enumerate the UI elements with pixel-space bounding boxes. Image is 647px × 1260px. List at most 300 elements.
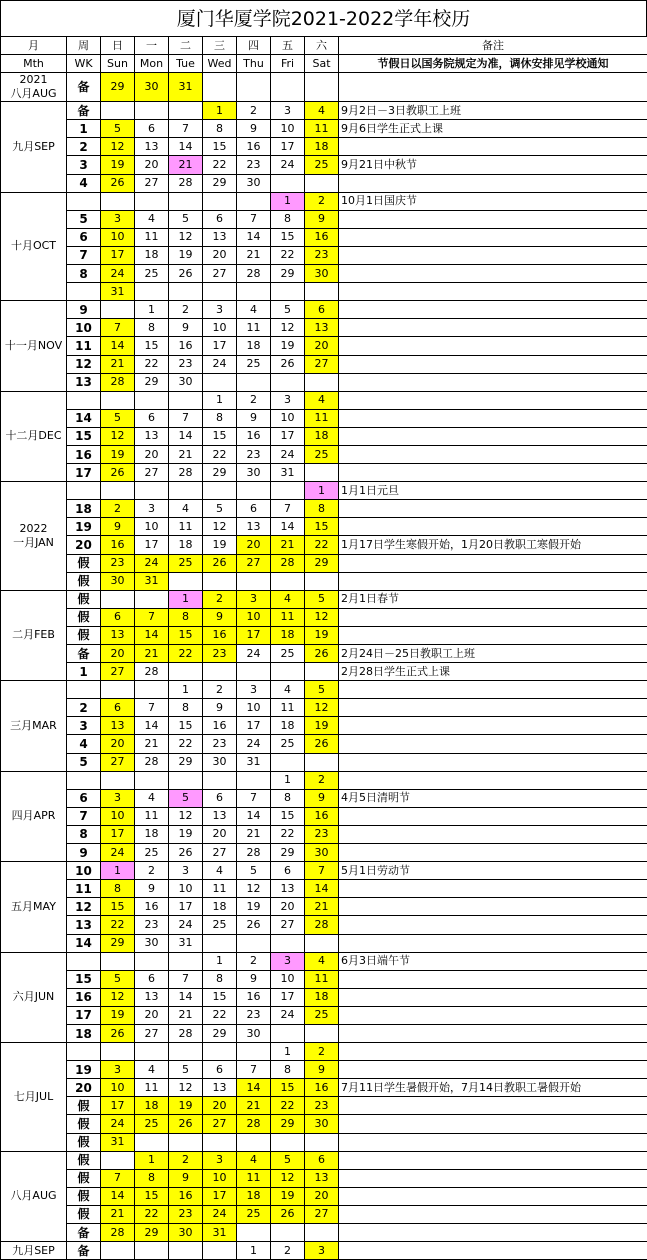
day-cell [101, 1242, 135, 1260]
day-cell: 17 [101, 246, 135, 264]
day-cell: 30 [305, 844, 339, 862]
day-cell: 5 [169, 210, 203, 228]
day-cell: 4 [305, 952, 339, 970]
day-cell: 2 [305, 771, 339, 789]
week-number: 12 [67, 355, 101, 373]
month-label: 十月OCT [1, 192, 67, 301]
day-cell: 16 [237, 138, 271, 156]
day-cell [203, 771, 237, 789]
week-row [1, 626, 647, 644]
day-cell: 6 [203, 789, 237, 807]
week-number: 16 [67, 445, 101, 463]
day-cell: 28 [237, 265, 271, 283]
day-cell: 2 [271, 1242, 305, 1260]
day-cell: 20 [271, 898, 305, 916]
column-header: 节假日以国务院规定为准，调休安排见学校通知 [339, 55, 647, 73]
day-cell: 26 [169, 844, 203, 862]
day-cell [135, 952, 169, 970]
day-cell: 19 [203, 536, 237, 554]
day-cell: 25 [135, 844, 169, 862]
day-cell: 20 [237, 536, 271, 554]
day-cell: 20 [203, 1097, 237, 1115]
day-cell: 1 [305, 482, 339, 500]
day-cell: 9 [305, 1061, 339, 1079]
day-cell: 16 [135, 898, 169, 916]
day-cell: 5 [271, 1151, 305, 1169]
week-number: 8 [67, 825, 101, 843]
day-cell: 27 [101, 663, 135, 681]
day-cell [271, 934, 305, 952]
day-cell [305, 373, 339, 391]
day-cell: 2 [203, 681, 237, 699]
week-number: 假 [67, 590, 101, 608]
column-header: 周 [67, 37, 101, 55]
day-cell: 10 [101, 228, 135, 246]
week-row [1, 554, 647, 572]
day-cell: 14 [169, 427, 203, 445]
day-cell: 25 [203, 916, 237, 934]
week-number: 17 [67, 464, 101, 482]
day-cell: 18 [135, 1097, 169, 1115]
week-row [1, 608, 647, 626]
day-cell: 13 [135, 427, 169, 445]
week-number: 备 [67, 73, 101, 102]
column-header: 六 [305, 37, 339, 55]
column-header: WK [67, 55, 101, 73]
day-cell: 20 [203, 825, 237, 843]
day-cell [305, 572, 339, 590]
day-cell: 12 [101, 138, 135, 156]
day-cell: 1 [169, 590, 203, 608]
day-cell: 7 [305, 862, 339, 880]
day-cell: 3 [271, 102, 305, 120]
day-cell: 16 [203, 626, 237, 644]
remark-cell [339, 210, 647, 228]
day-cell: 31 [101, 1133, 135, 1151]
day-cell: 22 [271, 1097, 305, 1115]
day-cell: 29 [203, 1024, 237, 1042]
week-number [67, 771, 101, 789]
day-cell: 23 [305, 825, 339, 843]
day-cell [271, 1133, 305, 1151]
remark-cell [339, 825, 647, 843]
day-cell: 3 [135, 500, 169, 518]
day-cell: 5 [305, 681, 339, 699]
week-row [1, 138, 647, 156]
day-cell: 24 [101, 1115, 135, 1133]
week-row [1, 970, 647, 988]
day-cell: 1 [135, 1151, 169, 1169]
day-cell: 23 [305, 246, 339, 264]
day-cell: 8 [169, 608, 203, 626]
remark-cell [339, 699, 647, 717]
week-number: 16 [67, 988, 101, 1006]
day-cell: 13 [101, 626, 135, 644]
day-cell [135, 1043, 169, 1061]
day-cell: 25 [271, 735, 305, 753]
day-cell: 27 [203, 265, 237, 283]
week-row [1, 464, 647, 482]
day-cell: 30 [237, 1024, 271, 1042]
day-cell: 10 [203, 319, 237, 337]
week-number: 4 [67, 174, 101, 192]
day-cell: 21 [237, 1097, 271, 1115]
day-cell: 30 [101, 572, 135, 590]
day-cell: 9 [203, 699, 237, 717]
day-cell: 31 [203, 1224, 237, 1242]
remark-cell [339, 391, 647, 409]
day-cell [101, 590, 135, 608]
remark-cell: 2月24日－25日教职工上班 [339, 645, 647, 663]
day-cell: 21 [101, 1205, 135, 1223]
week-row [1, 844, 647, 862]
day-cell: 29 [169, 753, 203, 771]
day-cell: 7 [237, 210, 271, 228]
week-row [1, 735, 647, 753]
week-number: 14 [67, 934, 101, 952]
week-number: 2 [67, 138, 101, 156]
column-header: 一 [135, 37, 169, 55]
day-cell: 3 [101, 1061, 135, 1079]
day-cell: 16 [305, 1079, 339, 1097]
day-cell: 21 [135, 645, 169, 663]
day-cell: 29 [135, 1224, 169, 1242]
day-cell: 11 [271, 608, 305, 626]
day-cell [203, 934, 237, 952]
week-row [1, 753, 647, 771]
day-cell: 12 [101, 988, 135, 1006]
day-cell: 29 [203, 174, 237, 192]
day-cell [169, 771, 203, 789]
day-cell [271, 373, 305, 391]
remark-cell [339, 916, 647, 934]
day-cell: 3 [203, 301, 237, 319]
week-row [1, 699, 647, 717]
day-cell [135, 391, 169, 409]
day-cell: 10 [237, 699, 271, 717]
day-cell: 24 [169, 916, 203, 934]
day-cell: 8 [271, 789, 305, 807]
remark-cell [339, 1242, 647, 1260]
remark-cell [339, 246, 647, 264]
day-cell: 9 [101, 518, 135, 536]
remark-cell [339, 1043, 647, 1061]
day-cell [101, 1151, 135, 1169]
day-cell: 15 [203, 988, 237, 1006]
day-cell: 4 [237, 1151, 271, 1169]
day-cell: 27 [135, 464, 169, 482]
remark-cell [339, 319, 647, 337]
week-number: 假 [67, 1169, 101, 1187]
week-number: 4 [67, 735, 101, 753]
day-cell [305, 934, 339, 952]
day-cell: 22 [135, 355, 169, 373]
week-number: 假 [67, 1187, 101, 1205]
day-cell: 15 [305, 518, 339, 536]
day-cell: 11 [203, 880, 237, 898]
month-label: 四月APR [1, 771, 67, 861]
day-cell: 1 [135, 301, 169, 319]
week-row [1, 1169, 647, 1187]
day-cell: 27 [305, 1205, 339, 1223]
day-cell: 11 [305, 970, 339, 988]
day-cell: 24 [271, 445, 305, 463]
week-number: 15 [67, 427, 101, 445]
day-cell: 9 [237, 970, 271, 988]
day-cell: 29 [135, 373, 169, 391]
day-cell: 20 [305, 337, 339, 355]
day-cell [305, 663, 339, 681]
day-cell: 29 [203, 464, 237, 482]
week-number [67, 1043, 101, 1061]
week-number: 7 [67, 246, 101, 264]
week-row [1, 1006, 647, 1024]
day-cell: 5 [237, 862, 271, 880]
day-cell: 11 [135, 807, 169, 825]
day-cell: 15 [203, 138, 237, 156]
remark-cell [339, 970, 647, 988]
day-cell: 9 [305, 789, 339, 807]
day-cell: 16 [305, 807, 339, 825]
day-cell [169, 482, 203, 500]
day-cell: 26 [101, 464, 135, 482]
day-cell [135, 771, 169, 789]
week-number: 10 [67, 862, 101, 880]
remark-cell [339, 1169, 647, 1187]
week-number: 1 [67, 663, 101, 681]
day-cell: 9 [135, 880, 169, 898]
week-row [1, 500, 647, 518]
week-row [1, 645, 647, 663]
day-cell: 14 [305, 880, 339, 898]
day-cell: 19 [271, 1187, 305, 1205]
day-cell: 7 [237, 1061, 271, 1079]
remark-cell [339, 1006, 647, 1024]
day-cell: 19 [169, 825, 203, 843]
day-cell: 26 [101, 1024, 135, 1042]
day-cell: 17 [271, 427, 305, 445]
week-row [1, 301, 647, 319]
day-cell: 18 [203, 898, 237, 916]
day-cell [237, 192, 271, 210]
day-cell: 12 [237, 880, 271, 898]
day-cell: 13 [101, 717, 135, 735]
remark-cell [339, 1024, 647, 1042]
remark-cell: 1月17日学生寒假开始，1月20日教职工寒假开始 [339, 536, 647, 554]
remark-cell: 9月6日学生正式上课 [339, 120, 647, 138]
day-cell: 6 [101, 608, 135, 626]
remark-cell [339, 301, 647, 319]
week-number: 假 [67, 1151, 101, 1169]
month-label: 八月AUG [1, 1151, 67, 1241]
day-cell: 12 [271, 319, 305, 337]
day-cell [203, 1242, 237, 1260]
day-cell: 12 [101, 427, 135, 445]
remark-cell: 6月3日端午节 [339, 952, 647, 970]
day-cell: 23 [237, 156, 271, 174]
day-cell: 22 [203, 1006, 237, 1024]
day-cell: 18 [237, 1187, 271, 1205]
week-row [1, 988, 647, 1006]
day-cell: 17 [169, 898, 203, 916]
day-cell: 29 [101, 934, 135, 952]
day-cell: 7 [101, 319, 135, 337]
day-cell: 19 [169, 246, 203, 264]
week-number: 假 [67, 572, 101, 590]
day-cell: 5 [101, 409, 135, 427]
day-cell [305, 1224, 339, 1242]
day-cell: 4 [169, 500, 203, 518]
day-cell: 23 [169, 1205, 203, 1223]
day-cell: 30 [135, 934, 169, 952]
remark-cell: 9月2日－3日教职工上班 [339, 102, 647, 120]
week-row [1, 1151, 647, 1169]
week-number: 备 [67, 1224, 101, 1242]
day-cell [305, 283, 339, 301]
day-cell: 6 [135, 409, 169, 427]
week-number: 19 [67, 518, 101, 536]
week-number: 10 [67, 319, 101, 337]
day-cell: 14 [237, 807, 271, 825]
day-cell: 7 [237, 789, 271, 807]
week-number: 假 [67, 1115, 101, 1133]
day-cell: 7 [169, 970, 203, 988]
calendar-title: 厦门华厦学院2021-2022学年校历 [0, 0, 647, 36]
week-row [1, 120, 647, 138]
column-header: Wed [203, 55, 237, 73]
day-cell: 12 [203, 518, 237, 536]
day-cell: 4 [135, 210, 169, 228]
day-cell: 26 [305, 735, 339, 753]
day-cell: 24 [101, 265, 135, 283]
day-cell: 18 [271, 626, 305, 644]
remark-cell [339, 373, 647, 391]
day-cell: 13 [305, 1169, 339, 1187]
week-row [1, 536, 647, 554]
day-cell: 22 [101, 916, 135, 934]
day-cell: 9 [237, 409, 271, 427]
week-row [1, 373, 647, 391]
week-row [1, 73, 647, 102]
day-cell: 22 [203, 445, 237, 463]
day-cell: 8 [271, 1061, 305, 1079]
day-cell: 23 [203, 645, 237, 663]
day-cell: 10 [271, 970, 305, 988]
day-cell: 14 [101, 337, 135, 355]
day-cell: 3 [203, 1151, 237, 1169]
remark-cell [339, 355, 647, 373]
day-cell: 30 [237, 174, 271, 192]
day-cell: 27 [237, 554, 271, 572]
day-cell: 21 [271, 536, 305, 554]
day-cell: 17 [271, 988, 305, 1006]
day-cell: 26 [101, 174, 135, 192]
day-cell: 20 [135, 1006, 169, 1024]
day-cell [203, 1133, 237, 1151]
day-cell: 6 [305, 301, 339, 319]
day-cell: 4 [135, 789, 169, 807]
remark-cell [339, 464, 647, 482]
day-cell: 15 [135, 337, 169, 355]
day-cell: 30 [169, 373, 203, 391]
day-cell: 24 [135, 554, 169, 572]
column-header: 月 [1, 37, 67, 55]
day-cell: 8 [135, 1169, 169, 1187]
day-cell: 24 [101, 844, 135, 862]
day-cell: 31 [135, 572, 169, 590]
day-cell: 4 [305, 102, 339, 120]
week-row [1, 898, 647, 916]
day-cell: 6 [101, 699, 135, 717]
day-cell [203, 373, 237, 391]
remark-cell [339, 844, 647, 862]
week-row [1, 1224, 647, 1242]
week-number: 13 [67, 373, 101, 391]
day-cell: 27 [305, 355, 339, 373]
week-row [1, 789, 647, 807]
day-cell: 16 [203, 717, 237, 735]
day-cell [237, 73, 271, 102]
remark-cell [339, 174, 647, 192]
day-cell: 20 [203, 246, 237, 264]
week-number: 6 [67, 228, 101, 246]
day-cell: 20 [305, 1187, 339, 1205]
day-cell: 2 [237, 102, 271, 120]
day-cell: 30 [305, 265, 339, 283]
day-cell: 10 [271, 409, 305, 427]
day-cell: 11 [135, 228, 169, 246]
remark-cell [339, 608, 647, 626]
week-row [1, 1097, 647, 1115]
day-cell: 2 [169, 301, 203, 319]
week-number: 12 [67, 898, 101, 916]
day-cell: 2 [169, 1151, 203, 1169]
week-row [1, 1061, 647, 1079]
month-label: 九月SEP [1, 102, 67, 192]
week-row [1, 1133, 647, 1151]
day-cell: 25 [237, 355, 271, 373]
day-cell: 28 [237, 1115, 271, 1133]
day-cell: 21 [135, 735, 169, 753]
week-row [1, 228, 647, 246]
day-cell: 15 [135, 1187, 169, 1205]
day-cell: 19 [271, 337, 305, 355]
week-number: 2 [67, 699, 101, 717]
day-cell: 5 [101, 970, 135, 988]
day-cell: 12 [169, 1079, 203, 1097]
week-row [1, 265, 647, 283]
day-cell: 20 [101, 735, 135, 753]
remark-cell [339, 73, 647, 102]
week-row [1, 681, 647, 699]
day-cell: 5 [203, 500, 237, 518]
day-cell: 21 [305, 898, 339, 916]
day-cell: 8 [203, 409, 237, 427]
remark-cell: 1月1日元旦 [339, 482, 647, 500]
week-row [1, 355, 647, 373]
column-header: 日 [101, 37, 135, 55]
day-cell: 25 [169, 554, 203, 572]
day-cell: 28 [135, 753, 169, 771]
day-cell [169, 952, 203, 970]
day-cell: 23 [169, 355, 203, 373]
day-cell: 27 [271, 916, 305, 934]
day-cell [237, 771, 271, 789]
remark-cell [339, 717, 647, 735]
day-cell: 4 [135, 1061, 169, 1079]
week-number: 11 [67, 337, 101, 355]
day-cell: 14 [237, 228, 271, 246]
